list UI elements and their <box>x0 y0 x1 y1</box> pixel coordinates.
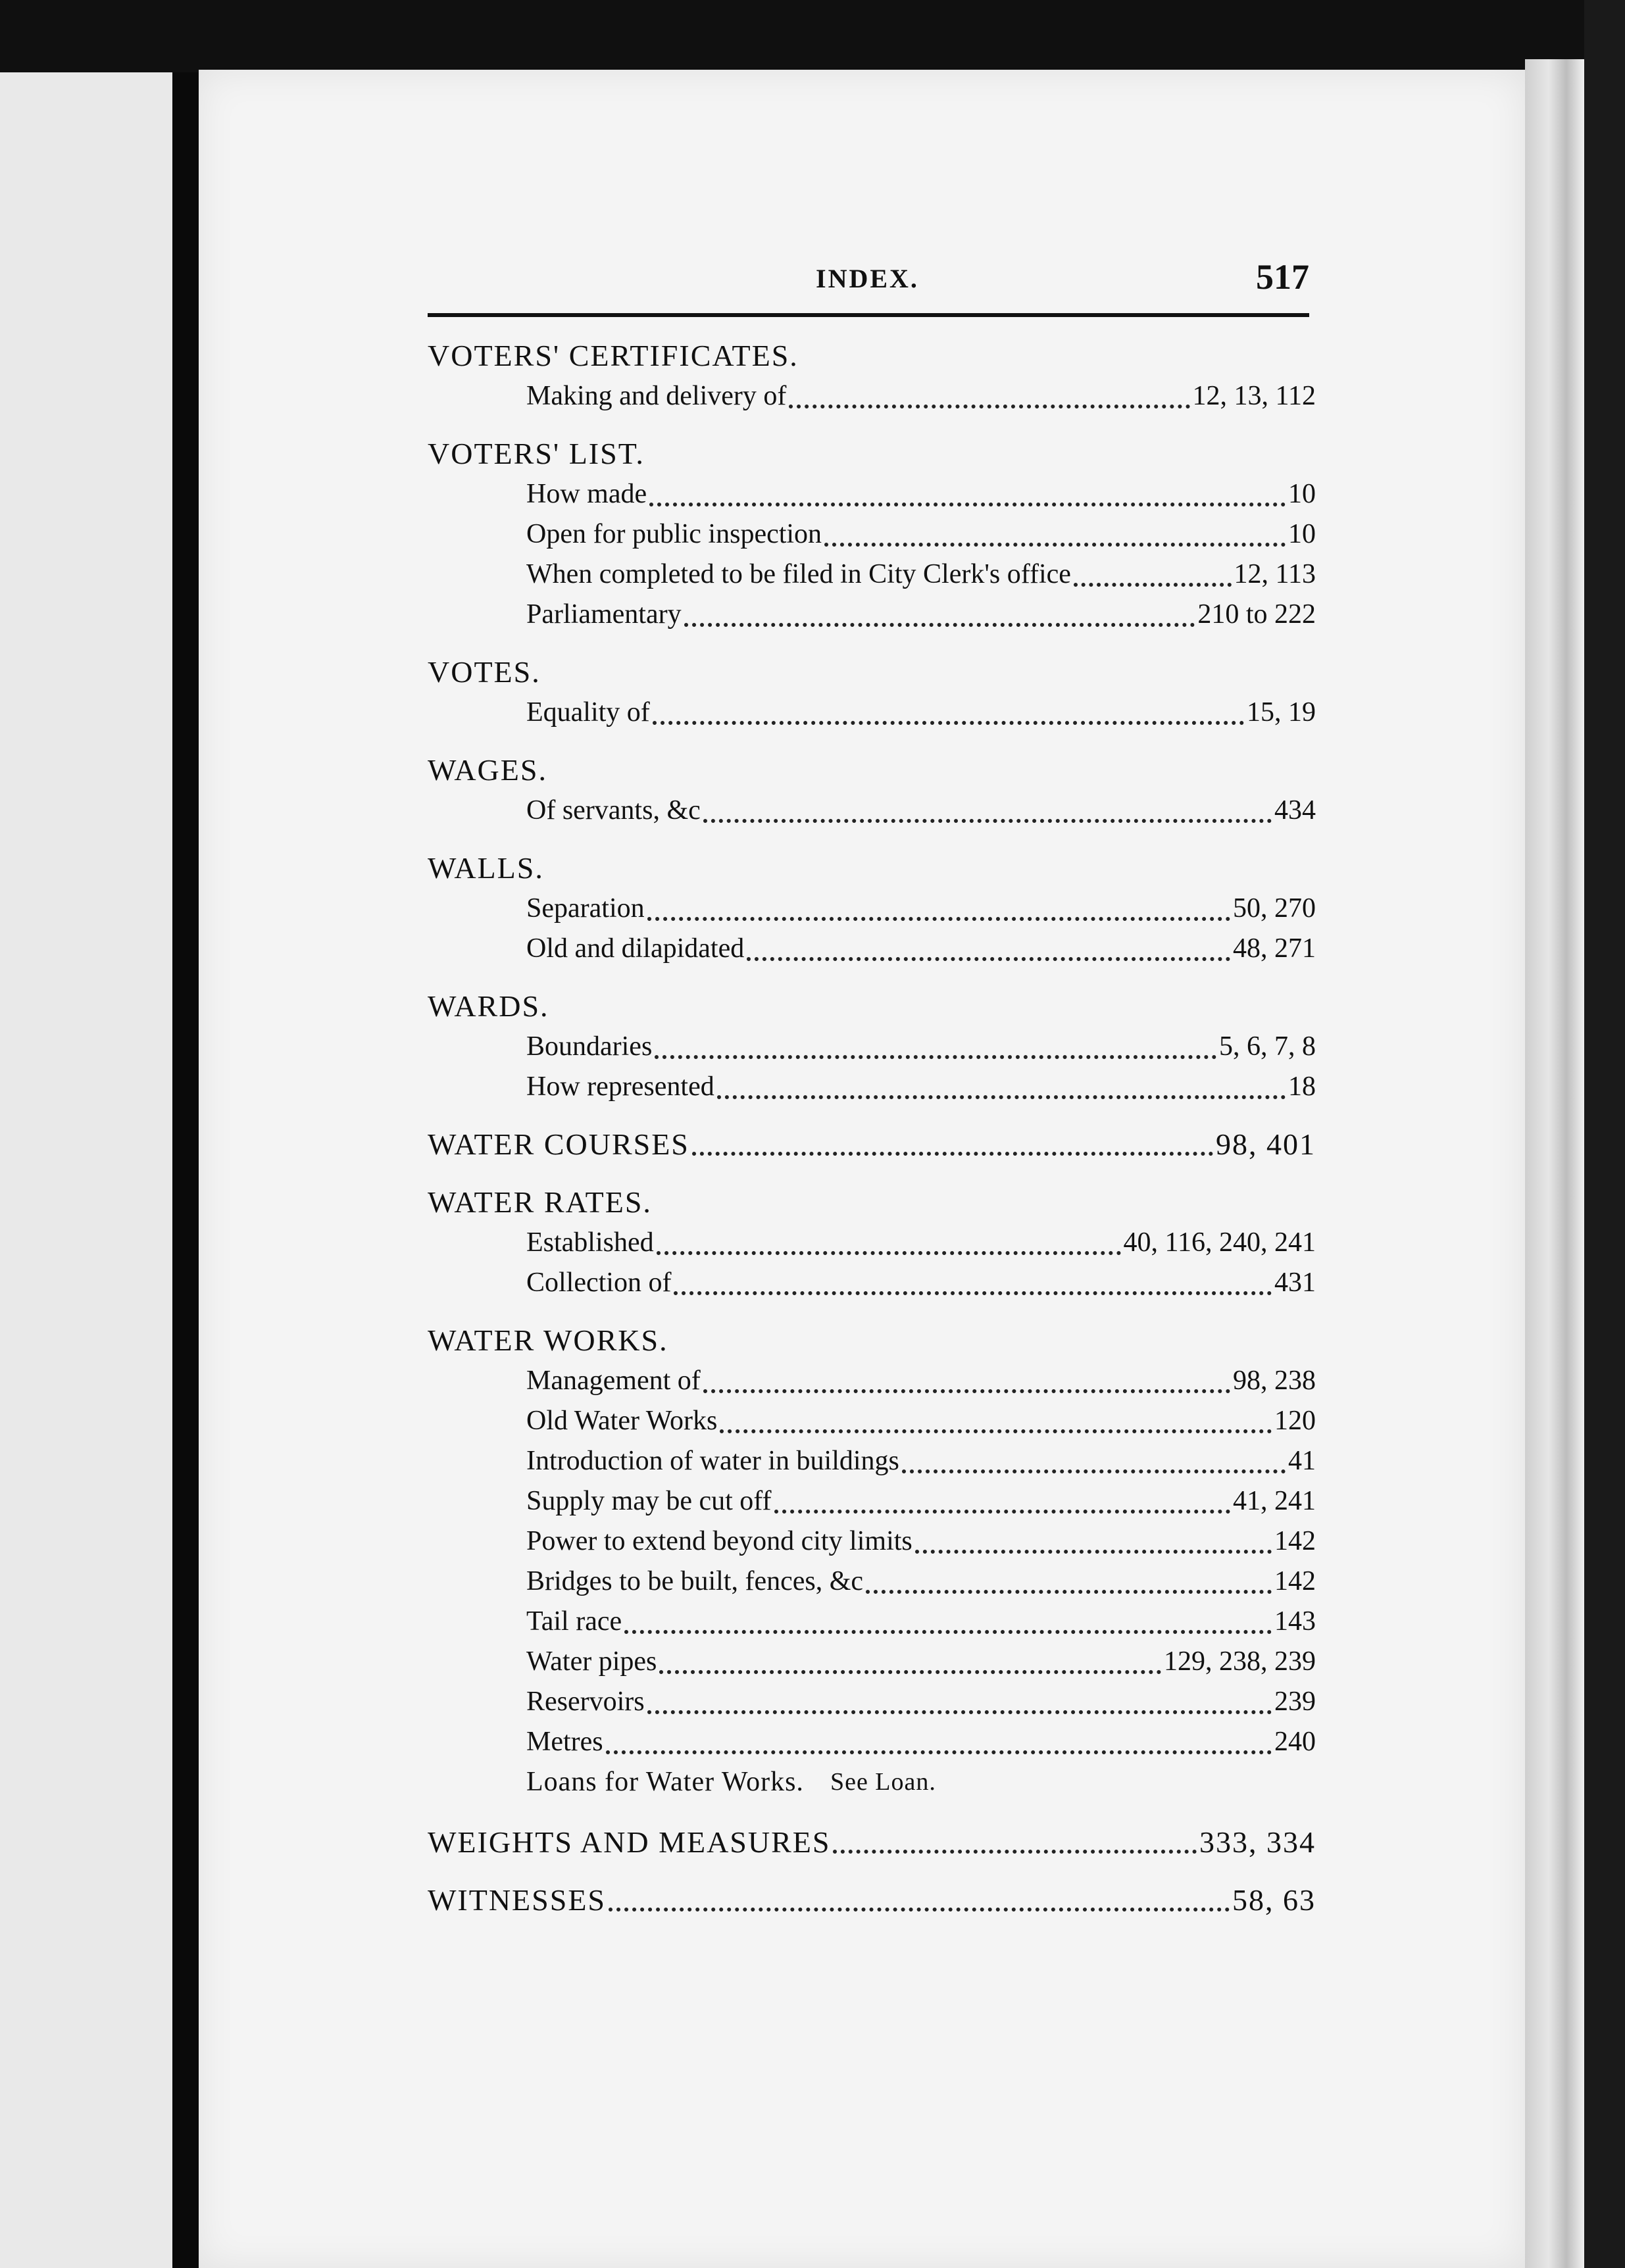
index-heading: VOTES. <box>428 655 541 689</box>
dot-leader <box>609 1908 1230 1911</box>
dot-leader <box>703 1389 1230 1393</box>
running-head: INDEX. <box>816 264 919 293</box>
dot-leader <box>774 1510 1230 1514</box>
index-entry: Boundaries 5, 6, 7, 8 <box>526 1031 1316 1062</box>
index-entry: Supply may be cut off 41, 241 <box>526 1486 1316 1516</box>
dot-leader <box>824 543 1286 547</box>
index-heading: WITNESSES 58, 63 <box>428 1883 1316 1917</box>
dot-leader <box>789 405 1189 408</box>
index-entry: Established 40, 116, 240, 241 <box>526 1227 1316 1258</box>
dot-leader <box>747 957 1230 961</box>
dot-leader <box>606 1750 1272 1754</box>
page-number: 517 <box>1256 257 1309 297</box>
dot-leader <box>1074 583 1232 587</box>
index-entry: Of servants, &c 434 <box>526 795 1316 826</box>
index-entry: Management of 98, 238 <box>526 1366 1316 1396</box>
index-entry: Power to extend beyond city limits 142 <box>526 1526 1316 1556</box>
dot-leader <box>647 1710 1272 1714</box>
facing-page-edge <box>0 72 172 2268</box>
dot-leader <box>915 1550 1272 1554</box>
dot-leader <box>647 917 1230 921</box>
index-entry: Separation 50, 270 <box>526 893 1316 924</box>
dot-leader <box>720 1429 1272 1433</box>
header-rule <box>428 313 1309 317</box>
index-entry: How made 10 <box>526 479 1316 509</box>
see-also-entry: Loans for Water Works. See Loan. <box>428 1762 1316 1802</box>
index-entry: Open for public inspection 10 <box>526 519 1316 549</box>
dot-leader <box>703 819 1272 823</box>
index-heading: WEIGHTS AND MEASURES 333, 334 <box>428 1825 1316 1859</box>
index-entry: Bridges to be built, fences, &c 142 <box>526 1566 1316 1596</box>
dot-leader <box>649 503 1286 506</box>
scan-top-border <box>0 0 1625 72</box>
index-entry: Metres 240 <box>526 1727 1316 1757</box>
dot-leader <box>624 1630 1272 1634</box>
dot-leader <box>653 721 1244 725</box>
cross-reference: See Loan. <box>830 1768 936 1796</box>
index-heading: WATER COURSES 98, 401 <box>428 1127 1316 1161</box>
index-entry: Introduction of water in buildings 41 <box>526 1446 1316 1476</box>
index-entry: Collection of 431 <box>526 1268 1316 1298</box>
index-heading: WARDS. <box>428 989 549 1023</box>
page-stack-edge <box>1525 59 1584 2268</box>
index-heading: VOTERS' LIST. <box>428 437 645 470</box>
index-list <box>428 335 1316 1921</box>
index-heading: WAGES. <box>428 753 547 787</box>
dot-leader <box>717 1095 1286 1099</box>
dot-leader <box>655 1055 1216 1059</box>
index-heading: WALLS. <box>428 851 544 885</box>
index-entry: When completed to be filed in City Clerk's office 12, 113 <box>526 559 1316 589</box>
index-heading: WATER WORKS. <box>428 1323 668 1357</box>
index-heading: VOTERS' CERTIFICATES. <box>428 339 799 372</box>
index-entry: Old Water Works 120 <box>526 1406 1316 1436</box>
index-entry: Old and dilapidated 48, 271 <box>526 933 1316 964</box>
index-heading: WATER RATES. <box>428 1185 652 1219</box>
index-entry: Equality of 15, 19 <box>526 697 1316 727</box>
index-entry: Parliamentary 210 to 222 <box>526 599 1316 629</box>
dot-leader <box>684 623 1195 627</box>
dot-leader <box>833 1850 1197 1854</box>
dot-leader <box>659 1670 1161 1674</box>
index-entry: Making and delivery of 12, 13, 112 <box>526 381 1316 411</box>
dot-leader <box>692 1152 1213 1156</box>
dot-leader <box>657 1251 1121 1255</box>
dot-leader <box>674 1291 1272 1295</box>
scan-right-border <box>1584 0 1625 2268</box>
book-gutter <box>172 72 199 2268</box>
index-entry: Reservoirs 239 <box>526 1687 1316 1717</box>
dot-leader <box>902 1469 1286 1473</box>
page-header <box>428 257 1309 303</box>
dot-leader <box>866 1590 1272 1594</box>
index-entry: How represented 18 <box>526 1072 1316 1102</box>
index-entry: Water pipes 129, 238, 239 <box>526 1646 1316 1677</box>
index-entry: Tail race 143 <box>526 1606 1316 1637</box>
